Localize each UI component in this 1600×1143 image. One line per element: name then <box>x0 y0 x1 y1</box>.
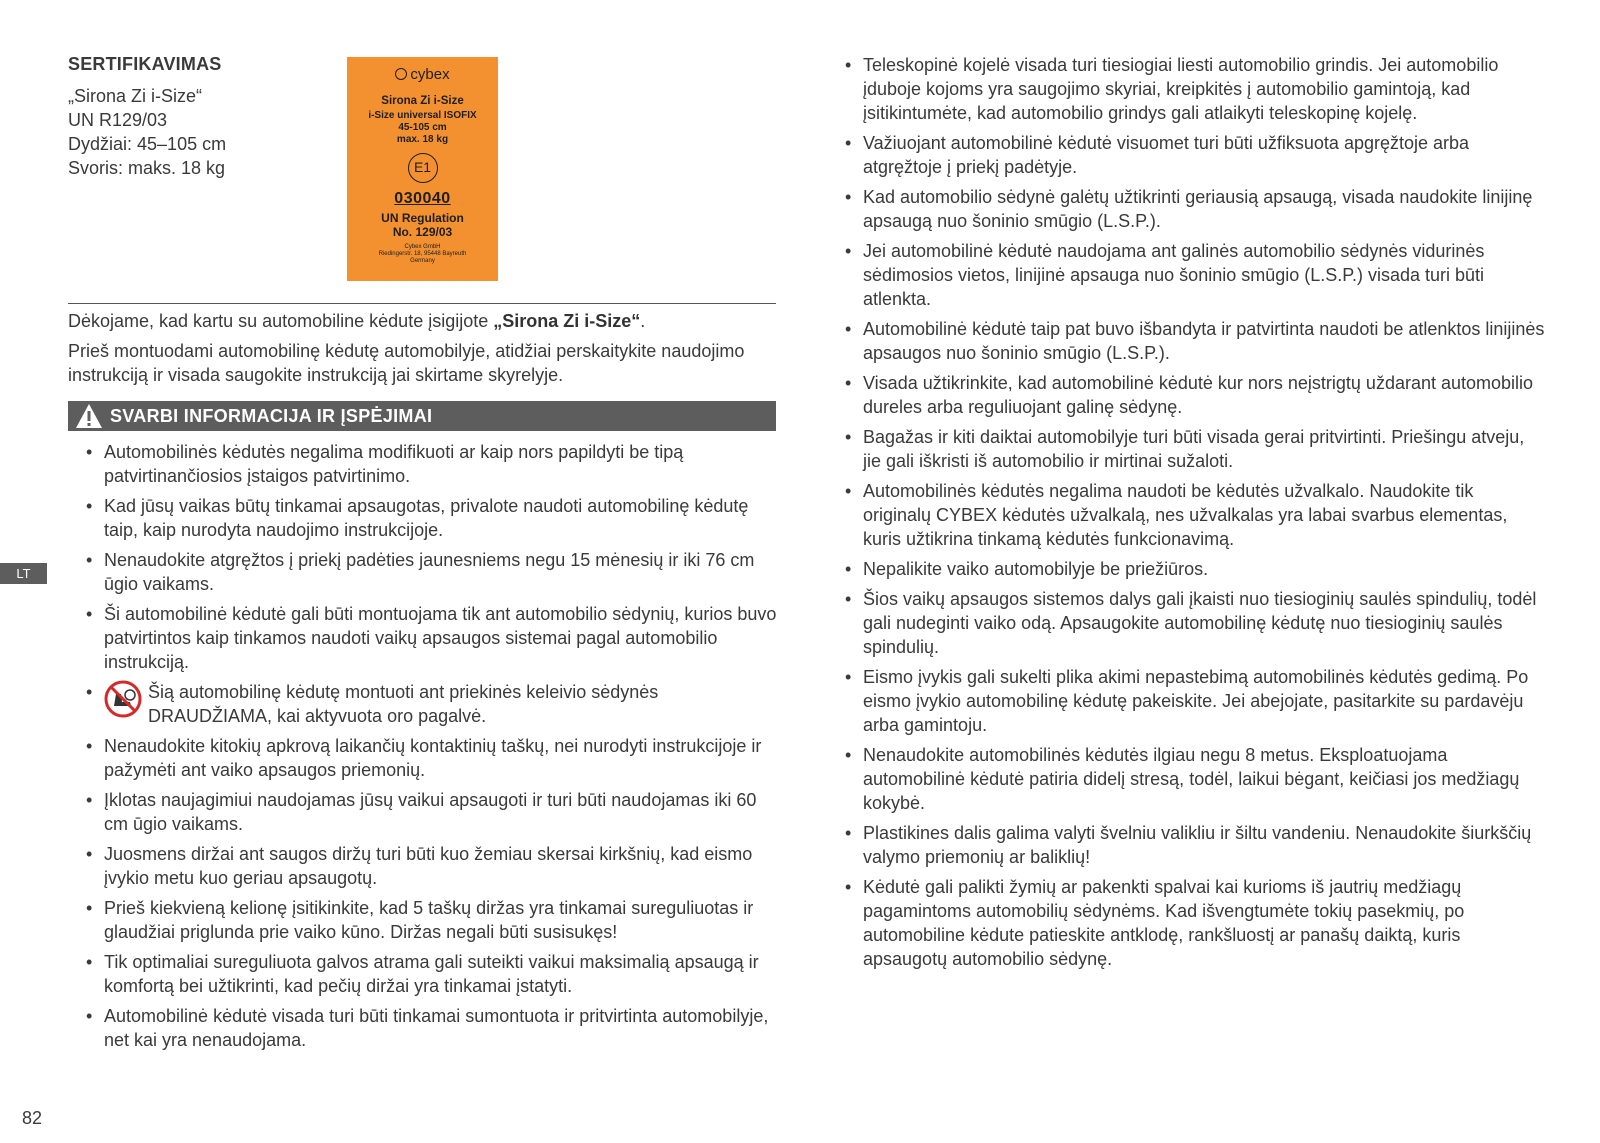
cert-line-weight: Svoris: maks. 18 kg <box>68 158 226 178</box>
list-item: • Teleskopinė kojelė visada turi tiesiogiai liesti automobilio grindis. Jei automobilio įduboje kojoms yra saugojimo skyriai, kreipkitės į automobilio gamintoją, kad įsitikintumėte, kad automobilio grindys gali atlaikyti teleskopinę kojelę. <box>845 53 1545 125</box>
list-item: • Nepalikite vaiko automobilyje be priežiūros. <box>845 557 1545 581</box>
list-item: • Nenaudokite kitokių apkrovą laikančių kontaktinių taškų, nei nurodyti instrukcijoje ir pažymėti ant vaiko apsaugos priemonių. <box>86 734 780 782</box>
warning-banner <box>68 401 776 431</box>
warning-triangle-icon <box>75 403 103 429</box>
airbag-warning-text: Šią automobilinę kėdutę montuoti ant priekinės keleivio sėdynės DRAUDŽIAMA, kai aktyvuota oro pagalvė. <box>148 682 659 726</box>
cert-line-model: „Sirona Zi i-Size“ <box>68 86 203 106</box>
label-approval-number: 030040 <box>394 190 451 207</box>
list-item: • Plastikines dalis galima valyti švelniu valikliu ir šiltu vandeniu. Nenaudokite šiurkščių valymo priemonių ar baliklių! <box>845 821 1545 869</box>
cybex-logo-icon <box>395 68 407 80</box>
cert-line-regulation: UN R129/03 <box>68 110 168 130</box>
list-item: • Prieš kiekvieną kelionę įsitikinkite, kad 5 taškų diržas yra tinkamai sureguliuotas ir glaudžiai priglunda prie vaiko kūno. Diržas negali būti susisukęs! <box>86 896 780 944</box>
certification-heading: SERTIFIKAVIMAS <box>68 54 222 74</box>
intro-paragraph-2: Prieš montuodami automobilinę kėdutę automobilyje, atidžiai perskaitykite naudojimo instrukciją ir visada saugokite instrukciją jai skirtame skyrelyje. <box>68 341 745 385</box>
list-item-airbag <box>86 680 780 728</box>
product-name: „Sirona Zi i-Size“ <box>493 311 641 331</box>
list-item: • Bagažas ir kiti daiktai automobilyje turi būti visada gerai pritvirtinti. Priešingu atveju, jie gali iškristi iš automobilio ir mirtinai sužaloti. <box>845 425 1545 473</box>
list-item: • Automobilinės kėdutės negalima naudoti be kėdutės užvalkalo. Naudokite tik originalų CYBEX kėdutės užvalkalą, nes užvalkalas yra labai svarbus elementas, kuris užtikrina tinkamą kėdutės funkcionavimą. <box>845 479 1545 551</box>
e1-mark: E1 <box>347 153 498 183</box>
language-tab: LT <box>0 563 47 584</box>
label-maker-3: Germany <box>410 258 435 264</box>
warnings-list-right <box>845 53 1545 977</box>
warnings-list-left <box>86 440 780 1058</box>
list-item: • Jei automobilinė kėdutė naudojama ant galinės automobilio sėdynės vidurinės sėdimosios vietos, linijinė apsauga nuo šoninio smūgio (L.S.P.) visada turi būti atlenkta. <box>845 239 1545 311</box>
intro-paragraph-1: Dėkojame, kad kartu su automobiline kėdute įsigijote „Sirona Zi i-Size“. <box>68 311 646 331</box>
list-item: • Ši automobilinė kėdutė gali būti montuojama tik ant automobilio sėdynių, kurios buvo patvirtintos kaip tinkamos naudoti vaikų apsaugos sistemai pagal automobilio instrukciją. <box>86 602 780 674</box>
warning-banner-title: SVARBI INFORMACIJA IR ĮSPĖJIMAI <box>110 406 433 426</box>
intro-text <box>68 309 778 393</box>
label-size: 45-105 cm <box>398 122 447 133</box>
list-item: • Automobilinės kėdutės negalima modifikuoti ar kaip nors papildyti be tipą patvirtinančiosios įstaigos patvirtinimo. <box>86 440 780 488</box>
list-item: • Kad jūsų vaikas būtų tinkamai apsaugotas, privalote naudoti automobilinę kėdutę taip, kaip nurodyta naudojimo instrukcijoje. <box>86 494 780 542</box>
label-maker-2: Riedingerstr. 18, 95448 Bayreuth <box>378 251 467 257</box>
list-item: • Juosmens diržai ant saugos diržų turi būti kuo žemiau skersai kirkšnių, kad eismo įvykio metu kuo geriau apsaugotų. <box>86 842 780 890</box>
list-item: • Kėdutė gali palikti žymių ar pakenkti spalvai kai kurioms iš jautrių medžiagų pagamintoms automobilių sėdynėms. Kad išvengtumėte tokių pasekmių, po automobiline kėdute patieskite antklodę, rankšluostį ar panašų daiktą, kuris apsaugotų automobilio sėdynę. <box>845 875 1545 971</box>
approval-label <box>347 57 498 281</box>
certification-details <box>68 84 226 180</box>
list-item: • Nenaudokite automobilinės kėdutės ilgiau negu 8 metus. Eksploatuojama automobilinė kėdutė patiria didelį stresą, todėl, laikui bėgant, keičiasi jos medžiagų kokybė. <box>845 743 1545 815</box>
label-type: i-Size universal ISOFIX <box>368 110 477 121</box>
list-item: • Automobilinė kėdutė visada turi būti tinkamai sumontuota ir pritvirtinta automobilyje, net kai yra nenaudojama. <box>86 1004 780 1052</box>
list-item: • Įklotas naujagimiui naudojamas jūsų vaikui apsaugoti ir turi būti naudojamas iki 60 cm ūgio vaikams. <box>86 788 780 836</box>
list-item: • Šios vaikų apsaugos sistemos dalys gali įkaisti nuo tiesioginių saulės spindulių, todėl gali nudeginti vaiko odą. Apsaugokite automobilinę kėdutę nuo tiesioginių saulės spindulių. <box>845 587 1545 659</box>
list-item: • Automobilinė kėdutė taip pat buvo išbandyta ir patvirtinta naudoti be atlenktos linijinės apsaugos nuo šoninio smūgio (L.S.P.). <box>845 317 1545 365</box>
label-model: Sirona Zi i-Size <box>381 95 464 107</box>
label-weight: max. 18 kg <box>396 134 449 145</box>
list-item: • Kad automobilio sėdynė galėtų užtikrinti geriausią apsaugą, visada naudokite linijinę apsaugą nuo šoninio smūgio (L.S.P.). <box>845 185 1545 233</box>
list-item: • Nenaudokite atgręžtos į priekį padėties jaunesniems negu 15 mėnesių ir iki 76 cm ūgio vaikams. <box>86 548 780 596</box>
cert-line-size: Dydžiai: 45–105 cm <box>68 134 227 154</box>
section-divider <box>68 303 776 304</box>
page-number: 82 <box>22 1108 43 1128</box>
label-regulation-2: No. 129/03 <box>392 225 453 239</box>
list-item: • Tik optimaliai sureguliuota galvos atrama gali suteikti vaikui maksimalią apsaugą ir komfortą bei užtikrinti, kad pečių diržai yra tinkamai įstatyti. <box>86 950 780 998</box>
label-regulation-1: UN Regulation <box>381 211 464 225</box>
list-item: • Visada užtikrinkite, kad automobilinė kėdutė kur nors neįstrigtų uždarant automobilio dureles arba reguliuojant galinę sėdynę. <box>845 371 1545 419</box>
list-item: • Eismo įvykis gali sukelti plika akimi nepastebimą automobilinės kėdutės gedimą. Po eismo įvykio automobilinę kėdutę pakeiskite. Jei abejojate, pasitarkite su pardavėju arba gamintoju. <box>845 665 1545 737</box>
label-brand: cybex <box>347 66 498 83</box>
list-item: • Važiuojant automobilinė kėdutė visuomet turi būti užfiksuota apgręžtoje arba atgręžtoje į priekį padėtyje. <box>845 131 1545 179</box>
label-maker-1: Cybex GmbH <box>404 244 441 250</box>
no-airbag-icon <box>104 680 142 718</box>
